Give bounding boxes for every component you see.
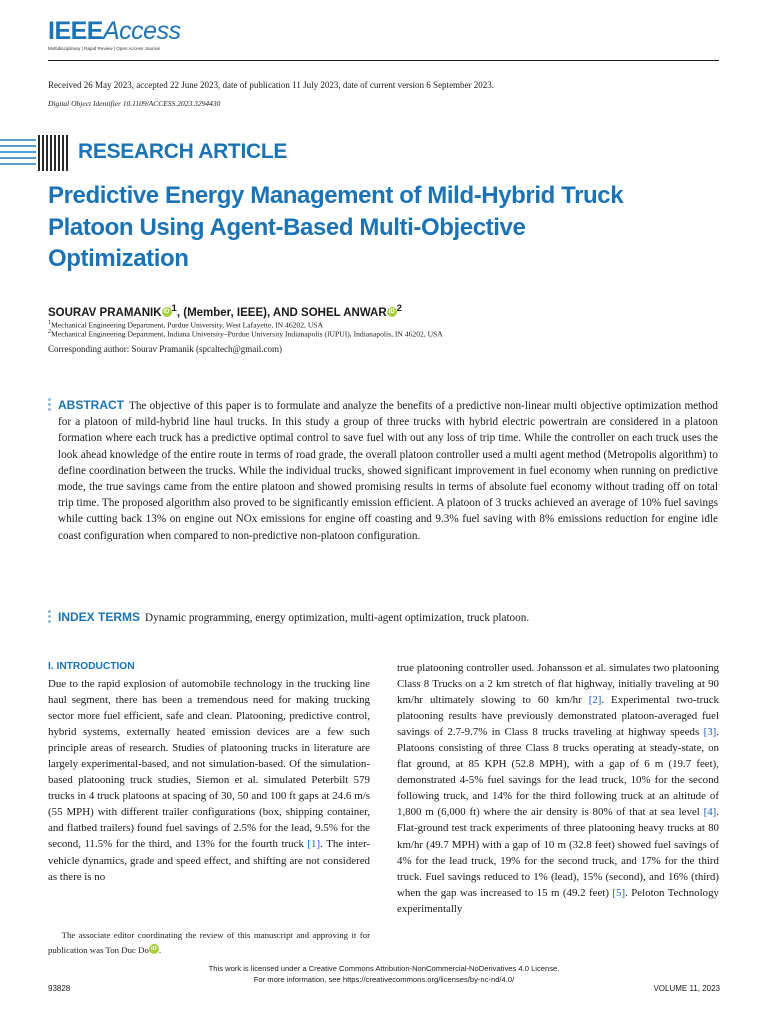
orcid-icon[interactable]: iD: [388, 308, 395, 315]
body-text: true platooning controller used. Johansson et al. simulates two platooning Class 8 Trucks on a 2 km stretch of flat highway, initially traveling at 90 km/hr ultimately slowing to 60 km/hr: [397, 662, 719, 707]
author-1-name: SOURAV PRAMANIK: [48, 306, 162, 319]
volume-label: VOLUME 11, 2023: [653, 984, 720, 993]
author-line: [48, 303, 402, 319]
affiliation-text: Mechanical Engineering Department, Purdue University, West Lafayette, IN 46202, USA: [51, 320, 324, 330]
abstract-text: The objective of this paper is to formulate and analyze the benefits of a predictive non-linear multi objective optimization method for a platoon of mild-hybrid line haul trucks. In this study a group of three trucks with hybrid electric powertrain are considered in a platoon formation where each truck has a predictive optimal control to save fuel with out any loss of trip time. While the controller on each truck uses the look ahead knowledge of the entire route in terms of road grade, the overall platoon controller used a multi agent method (Metropolis algorithm) to define coordination between the trucks. While the individual trucks, showed significant improvement in fuel economy when running on predictive mode, the true savings came from the entire platoon and showed promising results in terms of absolute fuel economy without trading off on total trip time. The proposed algorithm also proved to be significantly emission efficient. A platoon of 3 trucks achieved an average of 10% fuel savings while cutting back 13% on engine out NOx emissions for engine off coasting and 9.3% fuel saving with 8% emissions reduction for engine idle coast configuration when compared to non-predictive non-platoon configuration.: [58, 400, 718, 542]
body-text: . Experimental two-truck platooning results have previously demonstrated platoon-averaged fuel savings of 2.7-9.7% in Class 8 trucks traveling at highway speeds: [397, 694, 719, 739]
affiliation-2: [48, 328, 443, 339]
author-1-affil: 1: [171, 303, 177, 314]
license-link[interactable]: For more information, see https://creativecommons.org/licenses/by-nc-nd/4.0/: [253, 974, 515, 984]
logo-access: Access: [102, 17, 181, 45]
citation-link[interactable]: [5]: [612, 886, 626, 899]
body-text: . Flat-ground test track experiments of three platooning heavy trucks at 80 km/hr (49.7 MPH) with a gap of 10 m (32.8 feet) showed fuel savings of 4% for the lead truck, 19% for the second truck, and 17% for the third truck. Fuel savings reduced to 1% (lead), 15% (second), and 16% (third) when the gap was increased to 15 m (49.2 feet): [397, 806, 719, 899]
doi-line: Digital Object Identifier 10.1109/ACCESS.2023.3294430: [48, 99, 221, 108]
paper-title: Predictive Energy Management of Mild-Hybrid Truck Platoon Using Agent-Based Multi-Objective Optimization: [48, 182, 624, 272]
author-2-name: SOHEL ANWAR: [301, 306, 387, 319]
body-column-right: [397, 660, 719, 917]
affiliation-text: Mechanical Engineering Department, Indiana University–Purdue University Indianapolis (IUPUI), Indianapolis, IN 46202, USA: [51, 329, 443, 339]
citation-link[interactable]: [1]: [307, 838, 321, 851]
affiliation-number: 1: [48, 319, 52, 326]
orcid-icon[interactable]: iD: [150, 946, 157, 952]
footnote-text: The associate editor coordinating the review of this manuscript and approving it for publication was Ton Duc Do: [48, 930, 371, 955]
abstract-heading: ABSTRACT: [58, 398, 124, 412]
journal-logo: [48, 18, 181, 44]
index-terms-text: Dynamic programming, energy optimization, multi-agent optimization, truck platoon.: [145, 612, 530, 624]
body-text: Due to the rapid explosion of automobile technology in the trucking line haul segment, there has been a tremendous need for making trucking sector more fuel efficient, safe and clean. Platooning, predictive control, hybrid systems, externally heated emission devices are a few such principle areas of research. Studies of platooning trucks in literature are largely experimental-based, and not simulation-based. Of the simulation-based platooning truck studies, Siemon et al. simulated Peterbilt 579 trucks in 4 truck platoons at spacing of 30, 50 and 100 ft gaps at 24.6 m/s (55 MPH) with different trailer configurations (box, shipping container, and flatbed trailers) found fuel savings of 2.5% for the lead, 9.5% for the second, 11.5% for the third, and 13% for the fourth truck: [48, 678, 370, 851]
abstract-marker-icon: [48, 398, 52, 413]
received-dates: Received 26 May 2023, accepted 22 June 2023, date of publication 11 July 2023, date of current version 6 September 2023.: [48, 80, 495, 90]
header-rule: [48, 60, 719, 61]
index-terms-heading: INDEX TERMS: [58, 610, 141, 624]
citation-link[interactable]: [3]: [703, 726, 717, 739]
editor-footnote: The associate editor coordinating the review of this manuscript and approving it for publication was Ton Duc Do iD .: [48, 930, 371, 955]
license-notice: [0, 964, 768, 985]
corresponding-author: Corresponding author: Sourav Pramanik (spcaltech@gmail.com): [48, 344, 282, 354]
body-column-left: [48, 676, 370, 885]
author-2-affil: 2: [396, 303, 402, 314]
journal-tagline: Multidisciplinary | Rapid Review | Open Access Journal: [48, 46, 160, 51]
page-number: 93828: [48, 984, 71, 993]
logo-ieee: IEEE: [48, 17, 103, 45]
body-text: . The inter-vehicle dynamics, grade and speed effect, and shifting are not considered as there is no: [48, 838, 370, 883]
index-terms-marker-icon: [48, 610, 52, 625]
abstract: [58, 397, 718, 544]
citation-link[interactable]: [2]: [588, 694, 602, 707]
body-text: . Peloton Technology experimentally: [397, 886, 719, 915]
author-separator: , (Member, IEEE), AND: [176, 306, 302, 319]
citation-link[interactable]: [4]: [703, 806, 717, 819]
section-heading: I. INTRODUCTION: [48, 661, 135, 672]
index-terms: [58, 609, 718, 626]
article-type-label: RESEARCH ARTICLE: [78, 140, 288, 163]
body-text: . Platoons consisting of three Class 8 trucks operating at steady-state, on flat ground, at 85 KPH (52.8 MPH), with a gap of 6 m (19.7 feet), demonstrated 4-5% fuel savings for the lead truck, 10% for the second following truck, and 14% for the third following truck at an altitude of 1,800 m (6,000 ft) where the air density is 80% of that at sea level: [397, 726, 719, 819]
license-line: This work is licensed under a Creative Commons Attribution-NonCommercial-NoDerivatives 4.0 License.: [208, 964, 560, 973]
affiliation-number: 2: [48, 328, 52, 335]
orcid-icon[interactable]: iD: [163, 308, 170, 315]
banner-stripes-icon: [0, 133, 70, 173]
